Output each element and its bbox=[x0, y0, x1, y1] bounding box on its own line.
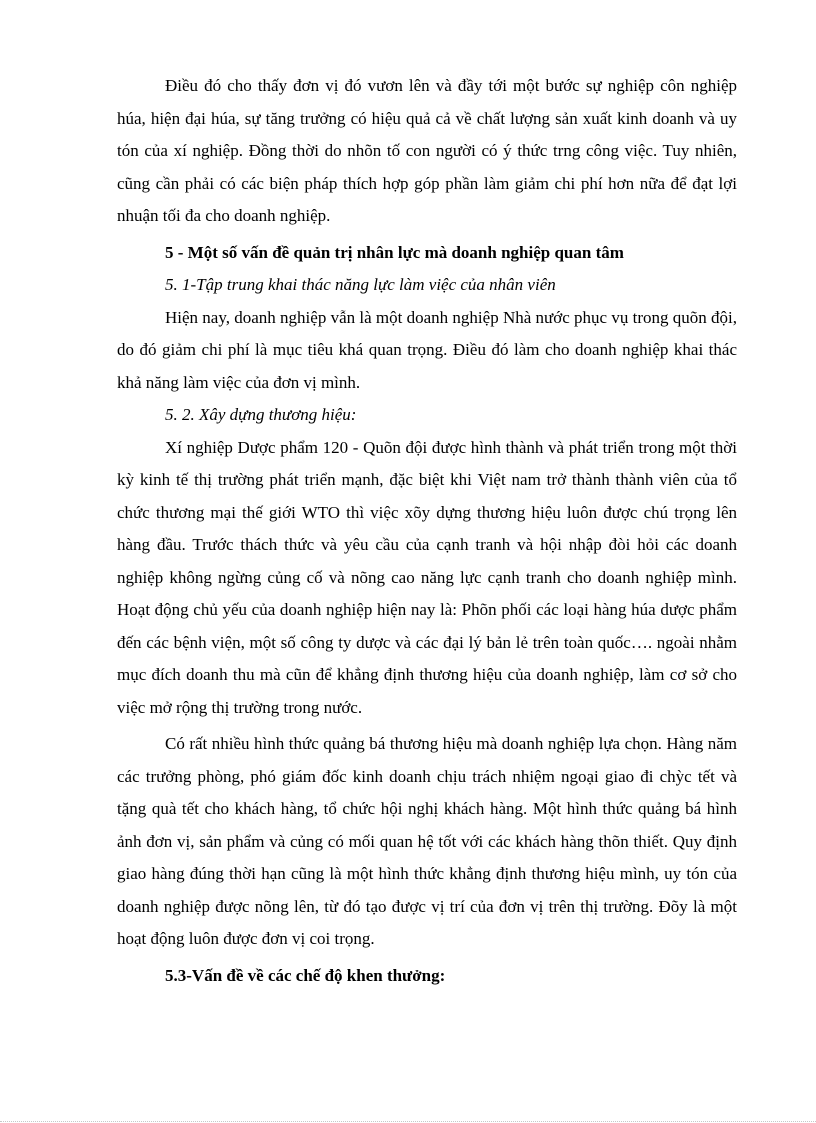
subsection-heading-5-2: 5. 2. Xây dựng thương hiệu: bbox=[165, 405, 357, 424]
paragraph-brand-promotion: Có rất nhiều hình thức quảng bá thương hiệu mà doanh nghiệp lựa chọn. Hàng năm các trưởng phòng, phó giám đốc kinh doanh chịu trách nhiệm ngoại giao đi chỳc tết và tặng quà tết cho khách hàng, tổ chức hội nghị khách hàng. Một hình thức quảng bá hình ảnh đơn vị, sản phẩm và củng có mối quan hệ tốt với các khách hàng thõn thiết. Quy định giao hàng đúng thời hạn cũng là một hình thức khẳng định thương hiệu mình, uy tón của doanh nghiệp được nõng lên, từ đó tạo được vị trí của đơn vị trên thị trường. Đõy là một hoạt động luôn được đơn vị coi trọng. bbox=[117, 734, 737, 948]
paragraph-staff-capacity: Hiện nay, doanh nghiệp vẫn là một doanh nghiệp Nhà nước phục vụ trong quõn đội, do đó giảm chi phí là mục tiêu khá quan trọng. Điều đó làm cho doanh nghiệp khai thác khả năng làm việc của đơn vị mình. bbox=[117, 307, 737, 392]
document-page bbox=[117, 70, 737, 992]
paragraph-brand-building: Xí nghiệp Dược phẩm 120 - Quõn đội được hình thành và phát triển trong một thời kỳ kinh tế thị trường phát triển mạnh, đặc biệt khi Việt nam trở thành thành viên của tổ chức thương mại thế giới WTO thì việc xõy dựng thương hiệu luôn được chú trọng lên hàng đầu. Trước thách thức và yêu cầu của cạnh tranh và hội nhập đòi hỏi các doanh nghiệp không ngừng củng cố và nõng cao năng lực cạnh tranh cho doanh nghiệp mình. Hoạt động chủ yếu của doanh nghiệp hiện nay là: Phõn phối các loại hàng húa dược phẩm đến các bệnh viện, một số công ty dược và các đại lý bản lẻ trên toàn quốc…. ngoài nhằm mục đích doanh thu mà cũn để khẳng định thương hiệu của doanh nghiệp, làm cơ sở cho việc mở rộng thị trường trong nước. bbox=[117, 437, 737, 717]
section-heading-5: 5 - Một số vấn đề quản trị nhân lực mà doanh nghiệp quan tâm bbox=[165, 242, 624, 262]
page-bottom-rule bbox=[0, 1121, 816, 1122]
paragraph-intro: Điều đó cho thấy đơn vị đó vươn lên và đầy tới một bước sự nghiệp côn nghiệp húa, hiện đại húa, sự tăng trưởng có hiệu quả cả về chất lượng sản xuất kinh doanh và uy tón của xí nghiệp. Đồng thời do nhõn tố con người có ý thức trng công việc. Tuy nhiên, cũng cần phải có các biện pháp thích hợp góp phần làm giảm chi phí hơn nữa để đạt lợi nhuận tối đa cho doanh nghiệp. bbox=[117, 76, 737, 225]
section-heading-5-3: 5.3-Vấn đề về các chế độ khen thưởng: bbox=[165, 965, 446, 985]
subsection-heading-5-1: 5. 1-Tập trung khai thác năng lực làm việc của nhân viên bbox=[165, 275, 556, 294]
